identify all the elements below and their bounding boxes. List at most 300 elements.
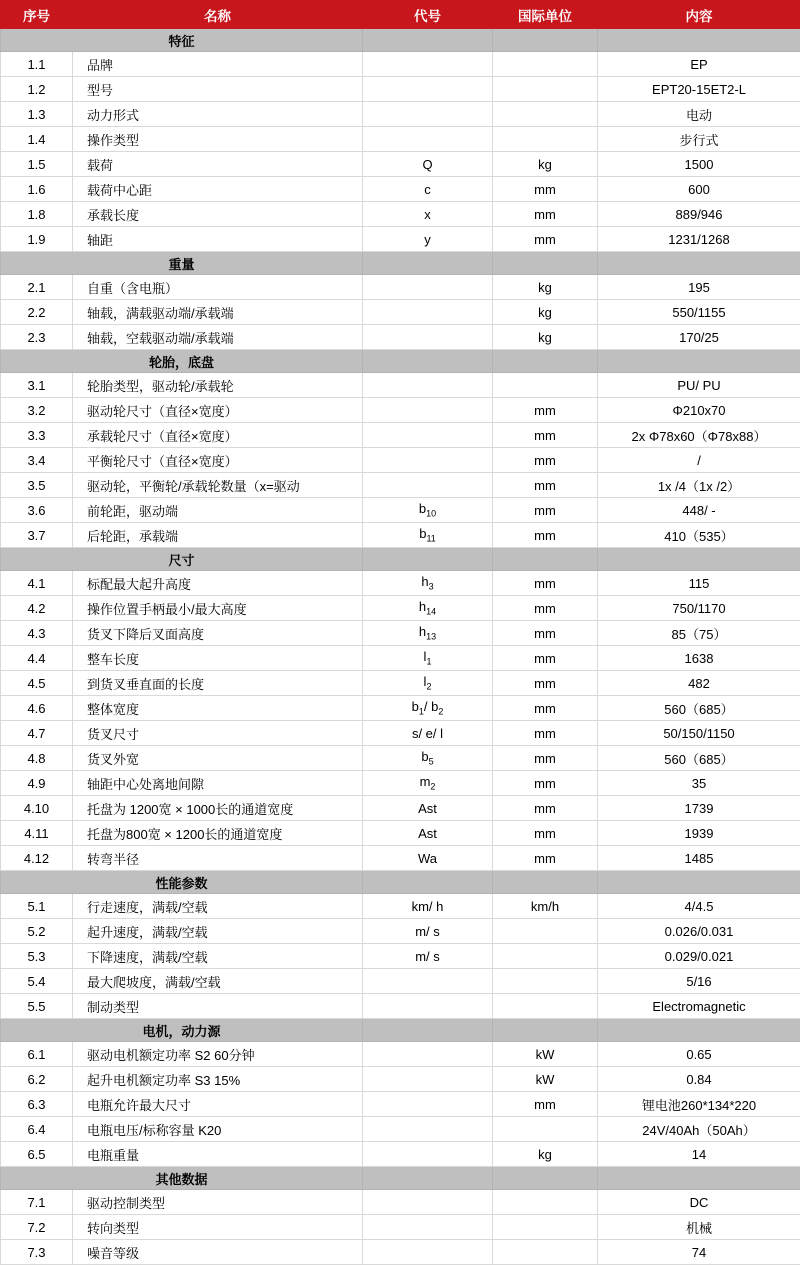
cell-no: 1.9 — [1, 227, 73, 252]
column-header-code: 代号 — [363, 1, 493, 29]
cell-code — [363, 325, 493, 350]
cell-code: Ast — [363, 821, 493, 846]
cell-name: 转弯半径 — [73, 846, 363, 871]
cell-name: 整车长度 — [73, 646, 363, 671]
section-blank-cell — [493, 252, 598, 275]
cell-no: 7.1 — [1, 1190, 73, 1215]
cell-no: 4.3 — [1, 621, 73, 646]
section-blank-cell — [363, 1167, 493, 1190]
cell-code — [363, 1142, 493, 1167]
cell-unit: km/h — [493, 894, 598, 919]
cell-value: 170/25 — [598, 325, 800, 350]
table-header-row — [1, 1, 800, 29]
table-row — [1, 1042, 800, 1067]
section-row — [1, 350, 800, 373]
cell-code — [363, 1190, 493, 1215]
cell-code — [363, 969, 493, 994]
cell-code — [363, 1067, 493, 1092]
cell-no: 4.5 — [1, 671, 73, 696]
cell-unit: mm — [493, 671, 598, 696]
section-row — [1, 1167, 800, 1190]
table-row — [1, 771, 800, 796]
table-row — [1, 969, 800, 994]
cell-unit: mm — [493, 473, 598, 498]
cell-no: 4.7 — [1, 721, 73, 746]
section-blank-cell — [363, 350, 493, 373]
cell-code — [363, 1215, 493, 1240]
cell-name: 前轮距，驱动端 — [73, 498, 363, 523]
cell-unit: mm — [493, 398, 598, 423]
table-row — [1, 696, 800, 721]
cell-no: 3.6 — [1, 498, 73, 523]
section-label: 重量 — [1, 252, 363, 275]
table-row — [1, 994, 800, 1019]
cell-no: 1.2 — [1, 77, 73, 102]
section-blank-cell — [493, 29, 598, 52]
cell-value: 机械 — [598, 1215, 800, 1240]
cell-unit — [493, 1215, 598, 1240]
table-row — [1, 571, 800, 596]
section-blank-cell — [493, 1167, 598, 1190]
cell-code: $h_{14}$ — [363, 596, 493, 621]
section-blank-cell — [493, 350, 598, 373]
cell-code: Ast — [363, 796, 493, 821]
column-header-unit: 国际单位 — [493, 1, 598, 29]
cell-unit — [493, 1240, 598, 1265]
table-row — [1, 448, 800, 473]
cell-name: 平衡轮尺寸（直径×宽度） — [73, 448, 363, 473]
cell-unit: mm — [493, 646, 598, 671]
section-blank-cell — [598, 350, 800, 373]
cell-name: 托盘为 1200宽 × 1000长的通道宽度 — [73, 796, 363, 821]
table-row — [1, 398, 800, 423]
cell-unit: mm — [493, 1092, 598, 1117]
cell-code — [363, 300, 493, 325]
cell-code: y — [363, 227, 493, 252]
cell-code: m/ s — [363, 944, 493, 969]
cell-no: 1.3 — [1, 102, 73, 127]
cell-unit: mm — [493, 596, 598, 621]
table-row — [1, 821, 800, 846]
cell-value: 750/1170 — [598, 596, 800, 621]
cell-no: 6.3 — [1, 1092, 73, 1117]
cell-code — [363, 994, 493, 1019]
section-blank-cell — [363, 1019, 493, 1042]
cell-unit: mm — [493, 523, 598, 548]
cell-unit — [493, 919, 598, 944]
cell-no: 5.3 — [1, 944, 73, 969]
table-row — [1, 796, 800, 821]
cell-no: 5.4 — [1, 969, 73, 994]
cell-unit: mm — [493, 796, 598, 821]
cell-name: 托盘为800宽 × 1200长的通道宽度 — [73, 821, 363, 846]
cell-unit — [493, 52, 598, 77]
cell-unit: mm — [493, 621, 598, 646]
cell-no: 3.3 — [1, 423, 73, 448]
table-row — [1, 127, 800, 152]
section-row — [1, 871, 800, 894]
cell-value: 600 — [598, 177, 800, 202]
table-row — [1, 498, 800, 523]
table-row — [1, 596, 800, 621]
cell-name: 转向类型 — [73, 1215, 363, 1240]
table-row — [1, 721, 800, 746]
cell-code: $b_5$ — [363, 746, 493, 771]
cell-value: 889/946 — [598, 202, 800, 227]
section-row — [1, 252, 800, 275]
cell-no: 6.1 — [1, 1042, 73, 1067]
cell-value: 5/16 — [598, 969, 800, 994]
cell-code — [363, 1092, 493, 1117]
cell-value: 74 — [598, 1240, 800, 1265]
table-row — [1, 746, 800, 771]
cell-unit: mm — [493, 771, 598, 796]
cell-code: Wa — [363, 846, 493, 871]
cell-code — [363, 127, 493, 152]
cell-name: 电瓶允许最大尺寸 — [73, 1092, 363, 1117]
cell-name: 载荷 — [73, 152, 363, 177]
section-blank-cell — [598, 548, 800, 571]
section-blank-cell — [598, 1019, 800, 1042]
cell-unit — [493, 969, 598, 994]
cell-value: Φ210x70 — [598, 398, 800, 423]
section-blank-cell — [598, 1167, 800, 1190]
table-row — [1, 646, 800, 671]
section-label: 轮胎，底盘 — [1, 350, 363, 373]
cell-code — [363, 52, 493, 77]
section-label: 其他数据 — [1, 1167, 363, 1190]
cell-name: 轴载，满载驱动端/承载端 — [73, 300, 363, 325]
cell-value: EP — [598, 52, 800, 77]
cell-name: 驱动轮尺寸（直径×宽度） — [73, 398, 363, 423]
section-row — [1, 29, 800, 52]
cell-unit — [493, 1117, 598, 1142]
cell-value: 550/1155 — [598, 300, 800, 325]
cell-name: 货叉尺寸 — [73, 721, 363, 746]
cell-unit: kg — [493, 325, 598, 350]
cell-name: 到货叉垂直面的长度 — [73, 671, 363, 696]
cell-value: 35 — [598, 771, 800, 796]
cell-unit — [493, 994, 598, 1019]
cell-no: 4.6 — [1, 696, 73, 721]
cell-code: km/ h — [363, 894, 493, 919]
table-row — [1, 919, 800, 944]
cell-value: Electromagnetic — [598, 994, 800, 1019]
cell-code — [363, 1117, 493, 1142]
cell-name: 电瓶重量 — [73, 1142, 363, 1167]
cell-no: 4.8 — [1, 746, 73, 771]
cell-unit — [493, 77, 598, 102]
table-row — [1, 1092, 800, 1117]
cell-no: 3.1 — [1, 373, 73, 398]
section-blank-cell — [493, 1019, 598, 1042]
cell-unit: kg — [493, 300, 598, 325]
cell-value: 2x Φ78x60（Φ78x88） — [598, 423, 800, 448]
column-header-name: 名称 — [73, 1, 363, 29]
cell-value: / — [598, 448, 800, 473]
cell-name: 标配最大起升高度 — [73, 571, 363, 596]
cell-code — [363, 423, 493, 448]
table-row — [1, 1067, 800, 1092]
cell-no: 2.3 — [1, 325, 73, 350]
cell-no: 1.1 — [1, 52, 73, 77]
table-row — [1, 1215, 800, 1240]
section-label: 电机，动力源 — [1, 1019, 363, 1042]
cell-code: $b_{10}$ — [363, 498, 493, 523]
section-blank-cell — [493, 871, 598, 894]
cell-code: $h_{13}$ — [363, 621, 493, 646]
section-row — [1, 1019, 800, 1042]
cell-unit: mm — [493, 227, 598, 252]
cell-no: 2.2 — [1, 300, 73, 325]
cell-code — [363, 1240, 493, 1265]
table-row — [1, 102, 800, 127]
section-blank-cell — [598, 252, 800, 275]
cell-no: 5.1 — [1, 894, 73, 919]
cell-value: 步行式 — [598, 127, 800, 152]
table-row — [1, 52, 800, 77]
cell-name: 驱动轮，平衡轮/承载轮数量（x=驱动 — [73, 473, 363, 498]
cell-name: 轴载，空载驱动端/承载端 — [73, 325, 363, 350]
cell-unit — [493, 1190, 598, 1215]
cell-unit — [493, 127, 598, 152]
cell-value: 1739 — [598, 796, 800, 821]
section-blank-cell — [493, 548, 598, 571]
cell-value: 85（75） — [598, 621, 800, 646]
cell-code — [363, 102, 493, 127]
cell-name: 下降速度，满载/空载 — [73, 944, 363, 969]
cell-no: 5.5 — [1, 994, 73, 1019]
cell-no: 6.5 — [1, 1142, 73, 1167]
cell-name: 行走速度，满载/空载 — [73, 894, 363, 919]
cell-unit: kW — [493, 1042, 598, 1067]
cell-unit: mm — [493, 746, 598, 771]
cell-no: 7.2 — [1, 1215, 73, 1240]
cell-value: 1500 — [598, 152, 800, 177]
cell-name: 自重（含电瓶） — [73, 275, 363, 300]
cell-unit — [493, 102, 598, 127]
cell-value: 1638 — [598, 646, 800, 671]
cell-value: 4/4.5 — [598, 894, 800, 919]
cell-name: 起升电机额定功率 S3 15% — [73, 1067, 363, 1092]
cell-unit: mm — [493, 821, 598, 846]
cell-unit: mm — [493, 721, 598, 746]
cell-value: 锂电池260*134*220 — [598, 1092, 800, 1117]
cell-name: 电瓶电压/标称容量 K20 — [73, 1117, 363, 1142]
cell-unit: mm — [493, 448, 598, 473]
cell-code: $l_2$ — [363, 671, 493, 696]
cell-name: 货叉外宽 — [73, 746, 363, 771]
section-row — [1, 548, 800, 571]
table-row — [1, 621, 800, 646]
cell-value: 115 — [598, 571, 800, 596]
cell-name: 噪音等级 — [73, 1240, 363, 1265]
cell-code — [363, 398, 493, 423]
cell-name: 承载轮尺寸（直径×宽度） — [73, 423, 363, 448]
cell-unit: mm — [493, 177, 598, 202]
cell-name: 轮胎类型，驱动轮/承载轮 — [73, 373, 363, 398]
cell-value: 560（685） — [598, 696, 800, 721]
cell-name: 制动类型 — [73, 994, 363, 1019]
cell-unit: mm — [493, 498, 598, 523]
cell-unit: mm — [493, 846, 598, 871]
cell-code: $m_2$ — [363, 771, 493, 796]
cell-no: 1.8 — [1, 202, 73, 227]
cell-no: 4.1 — [1, 571, 73, 596]
cell-code: $h_3$ — [363, 571, 493, 596]
cell-no: 1.5 — [1, 152, 73, 177]
cell-name: 轴距 — [73, 227, 363, 252]
cell-no: 7.3 — [1, 1240, 73, 1265]
cell-no: 3.5 — [1, 473, 73, 498]
cell-name: 品牌 — [73, 52, 363, 77]
table-row — [1, 944, 800, 969]
cell-no: 4.9 — [1, 771, 73, 796]
cell-code: s/ e/ l — [363, 721, 493, 746]
column-header-no: 序号 — [1, 1, 73, 29]
cell-code: $b_1/$ $b_2$ — [363, 696, 493, 721]
section-blank-cell — [363, 871, 493, 894]
cell-value: 0.65 — [598, 1042, 800, 1067]
table-row — [1, 373, 800, 398]
cell-name: 载荷中心距 — [73, 177, 363, 202]
section-label: 特征 — [1, 29, 363, 52]
section-blank-cell — [598, 29, 800, 52]
cell-no: 6.2 — [1, 1067, 73, 1092]
cell-no: 3.4 — [1, 448, 73, 473]
table-row — [1, 275, 800, 300]
cell-code — [363, 1042, 493, 1067]
table-body — [1, 1, 800, 1265]
cell-code — [363, 448, 493, 473]
cell-code — [363, 275, 493, 300]
table-row — [1, 846, 800, 871]
cell-unit: kg — [493, 1142, 598, 1167]
cell-name: 驱动控制类型 — [73, 1190, 363, 1215]
cell-no: 5.2 — [1, 919, 73, 944]
section-label: 尺寸 — [1, 548, 363, 571]
cell-code: Q — [363, 152, 493, 177]
cell-code: c — [363, 177, 493, 202]
cell-value: 1485 — [598, 846, 800, 871]
cell-value: DC — [598, 1190, 800, 1215]
cell-unit: mm — [493, 696, 598, 721]
column-header-value: 内容 — [598, 1, 800, 29]
table-row — [1, 671, 800, 696]
cell-unit: kg — [493, 275, 598, 300]
cell-code: m/ s — [363, 919, 493, 944]
cell-value: 电动 — [598, 102, 800, 127]
table-row — [1, 894, 800, 919]
section-blank-cell — [598, 871, 800, 894]
cell-code — [363, 373, 493, 398]
table-row — [1, 523, 800, 548]
cell-no: 4.4 — [1, 646, 73, 671]
cell-name: 操作位置手柄最小/最大高度 — [73, 596, 363, 621]
cell-name: 型号 — [73, 77, 363, 102]
cell-no: 4.2 — [1, 596, 73, 621]
cell-code — [363, 77, 493, 102]
cell-value: 482 — [598, 671, 800, 696]
table-row — [1, 177, 800, 202]
table-row — [1, 152, 800, 177]
cell-name: 后轮距，承载端 — [73, 523, 363, 548]
cell-value: 0.84 — [598, 1067, 800, 1092]
cell-value: 560（685） — [598, 746, 800, 771]
table-row — [1, 1142, 800, 1167]
cell-name: 货叉下降后叉面高度 — [73, 621, 363, 646]
cell-value: 50/150/1150 — [598, 721, 800, 746]
cell-name: 起升速度，满载/空载 — [73, 919, 363, 944]
cell-name: 承载长度 — [73, 202, 363, 227]
cell-value: PU/ PU — [598, 373, 800, 398]
cell-unit — [493, 944, 598, 969]
cell-unit — [493, 373, 598, 398]
cell-unit: mm — [493, 423, 598, 448]
cell-value: 1939 — [598, 821, 800, 846]
cell-unit: mm — [493, 571, 598, 596]
cell-unit: kg — [493, 152, 598, 177]
table-row — [1, 325, 800, 350]
cell-name: 动力形式 — [73, 102, 363, 127]
cell-no: 4.11 — [1, 821, 73, 846]
cell-value: 0.029/0.021 — [598, 944, 800, 969]
table-row — [1, 77, 800, 102]
table-row — [1, 202, 800, 227]
cell-name: 整体宽度 — [73, 696, 363, 721]
cell-code: $l_1$ — [363, 646, 493, 671]
cell-value: 1231/1268 — [598, 227, 800, 252]
cell-value: 0.026/0.031 — [598, 919, 800, 944]
table-row — [1, 1240, 800, 1265]
cell-value: 195 — [598, 275, 800, 300]
section-blank-cell — [363, 548, 493, 571]
cell-code: x — [363, 202, 493, 227]
cell-value: EPT20-15ET2-L — [598, 77, 800, 102]
section-blank-cell — [363, 252, 493, 275]
table-row — [1, 473, 800, 498]
cell-value: 14 — [598, 1142, 800, 1167]
cell-unit: kW — [493, 1067, 598, 1092]
cell-no: 3.7 — [1, 523, 73, 548]
section-label: 性能参数 — [1, 871, 363, 894]
cell-no: 4.12 — [1, 846, 73, 871]
table-row — [1, 423, 800, 448]
cell-value: 1x /4（1x /2） — [598, 473, 800, 498]
cell-value: 448/ - — [598, 498, 800, 523]
cell-no: 1.6 — [1, 177, 73, 202]
cell-unit: mm — [493, 202, 598, 227]
section-blank-cell — [363, 29, 493, 52]
cell-code — [363, 473, 493, 498]
cell-name: 驱动电机额定功率 S2 60分钟 — [73, 1042, 363, 1067]
table-row — [1, 1117, 800, 1142]
cell-no: 6.4 — [1, 1117, 73, 1142]
cell-no: 1.4 — [1, 127, 73, 152]
table-row — [1, 1190, 800, 1215]
cell-no: 4.10 — [1, 796, 73, 821]
cell-name: 最大爬坡度，满载/空载 — [73, 969, 363, 994]
cell-no: 2.1 — [1, 275, 73, 300]
cell-name: 轴距中心处离地间隙 — [73, 771, 363, 796]
cell-code: $b_{11}$ — [363, 523, 493, 548]
table-row — [1, 300, 800, 325]
cell-value: 24V/40Ah（50Ah） — [598, 1117, 800, 1142]
cell-name: 操作类型 — [73, 127, 363, 152]
table-row — [1, 227, 800, 252]
cell-value: 410（535） — [598, 523, 800, 548]
cell-no: 3.2 — [1, 398, 73, 423]
